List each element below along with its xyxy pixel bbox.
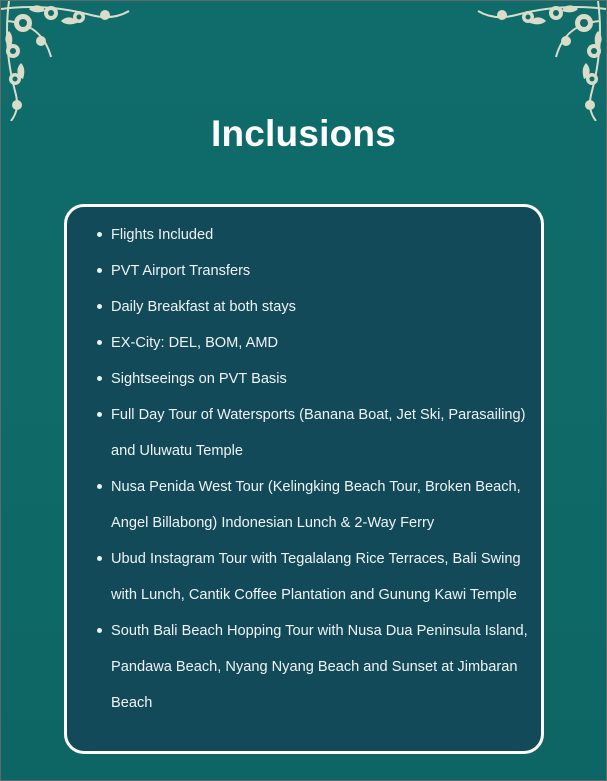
inclusion-item: South Bali Beach Hopping Tour with Nusa Dua Peninsula Island, Pandawa Beach, Nyang Nyang Beach and Sunset at Jimbaran Beach — [111, 613, 529, 721]
inclusion-item: Sightseeings on PVT Basis — [111, 361, 529, 397]
inclusion-item: Daily Breakfast at both stays — [111, 289, 529, 325]
inclusion-item: PVT Airport Transfers — [111, 253, 529, 289]
inclusion-item: Nusa Penida West Tour (Kelingking Beach Tour, Broken Beach, Angel Billabong) Indonesian Lunch & 2-Way Ferry — [111, 469, 529, 541]
inclusion-item: Full Day Tour of Watersports (Banana Boat, Jet Ski, Parasailing) and Uluwatu Temple — [111, 397, 529, 469]
inclusions-card — [64, 204, 544, 754]
inclusion-item: EX-City: DEL, BOM, AMD — [111, 325, 529, 361]
page-title: Inclusions — [211, 113, 396, 154]
inclusions-list — [111, 217, 529, 721]
floral-ornament-right-icon — [476, 1, 606, 121]
inclusion-item: Flights Included — [111, 217, 529, 253]
floral-ornament-left-icon — [1, 1, 131, 121]
inclusion-item: Ubud Instagram Tour with Tegalalang Rice Terraces, Bali Swing with Lunch, Cantik Coffee Plantation and Gunung Kawi Temple — [111, 541, 529, 613]
